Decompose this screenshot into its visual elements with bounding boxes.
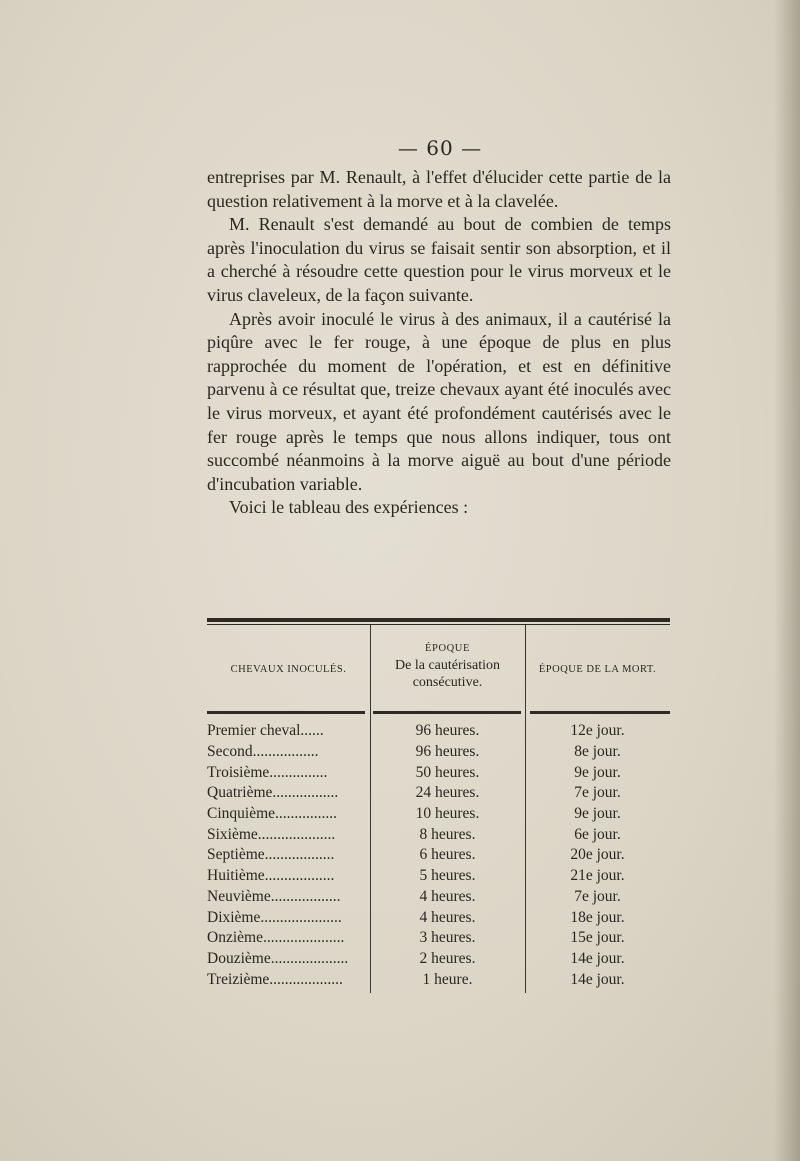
header-horses: CHEVAUX INOCULÉS. xyxy=(230,663,347,675)
cell-death: 20e jour. xyxy=(570,846,625,864)
cell-cauterization: 96 heures. xyxy=(415,743,480,761)
cell-cauterization: 1 heure. xyxy=(422,970,473,988)
cell-death: 7e jour. xyxy=(574,784,621,802)
table-top-rule-thick xyxy=(207,618,670,622)
table-row xyxy=(207,949,670,970)
header-rule-col2 xyxy=(373,711,521,714)
cell-horse: Onzième..................... xyxy=(207,929,345,947)
cell-horse: Troisième............... xyxy=(207,763,328,781)
table-row xyxy=(207,783,670,804)
cell-death: 12e jour. xyxy=(570,722,625,740)
header-death: ÉPOQUE DE LA MORT. xyxy=(538,663,657,675)
cell-death: 14e jour. xyxy=(570,949,625,967)
cell-cauterization: 2 heures. xyxy=(419,949,476,967)
cell-death: 18e jour. xyxy=(570,908,625,926)
header-underline xyxy=(207,705,670,719)
page-number: — 60 — xyxy=(397,136,483,160)
paragraph-1: entreprises par M. Renault, à l'effet d'élucider cette partie de la question relativement à la morve et à la clavelée. xyxy=(207,167,671,211)
header-cauterization-title: ÉPOQUE xyxy=(424,642,470,654)
cell-horse: Septième.................. xyxy=(207,846,335,864)
cell-horse: Neuvième.................. xyxy=(207,887,341,905)
cell-horse: Dixième..................... xyxy=(207,908,342,926)
cell-cauterization: 24 heures. xyxy=(415,784,480,802)
cell-cauterization: 8 heures. xyxy=(419,825,476,843)
table-row xyxy=(207,742,670,763)
header-cauterization-line1: De la cautérisation xyxy=(395,657,500,673)
cell-horse: Treizième................... xyxy=(207,970,343,988)
cell-cauterization: 10 heures. xyxy=(415,805,480,823)
page-edge-shadow xyxy=(774,0,800,1161)
cell-death: 7e jour. xyxy=(574,887,621,905)
cell-cauterization: 6 heures. xyxy=(419,846,476,864)
cell-death: 14e jour. xyxy=(570,970,625,988)
cell-death: 8e jour. xyxy=(574,743,621,761)
table-row xyxy=(207,887,670,908)
table-row xyxy=(207,824,670,845)
table-row xyxy=(207,804,670,825)
cell-cauterization: 3 heures. xyxy=(419,929,476,947)
cell-cauterization: 96 heures. xyxy=(415,722,480,740)
header-cauterization-line2: consécutive. xyxy=(412,674,483,690)
table-header xyxy=(207,625,670,705)
table-body xyxy=(207,625,670,990)
cell-horse: Sixième.................... xyxy=(207,825,336,843)
body-text xyxy=(207,166,671,520)
cell-horse: Second................. xyxy=(207,743,319,761)
cell-death: 9e jour. xyxy=(574,805,621,823)
cell-cauterization: 50 heures. xyxy=(415,763,480,781)
cell-death: 9e jour. xyxy=(574,763,621,781)
cell-horse: Quatrième................. xyxy=(207,784,339,802)
table-row xyxy=(207,721,670,742)
cell-cauterization: 4 heures. xyxy=(419,908,476,926)
paragraph-2: M. Renault s'est demandé au bout de combien de temps après l'inoculation du virus se faisait sentir son absorption, et il a cherché à résoudre cette question pour le virus morveux et le virus claveleux, de la façon suivante. xyxy=(207,214,671,305)
cell-death: 15e jour. xyxy=(570,929,625,947)
header-cauterization xyxy=(370,640,525,691)
cell-horse: Premier cheval...... xyxy=(207,722,324,740)
header-rule-col3 xyxy=(530,711,670,714)
paragraph-3: Après avoir inoculé le virus à des animaux, il a cautérisé la piqûre avec le fer rouge, à une époque de plus en plus rapprochée du moment de l'opération, et est en définitive parvenu à ce résultat que, treize chevaux ayant été inoculés avec le virus morveux, et ayant été profondément cautérisés avec le fer rouge après le temps que nous allons indiquer, tous ont succombé néanmoins à la morve aiguë au bout d'une période d'incubation variable. xyxy=(207,308,671,494)
experiments-table xyxy=(207,618,670,990)
table-row xyxy=(207,845,670,866)
table-row xyxy=(207,907,670,928)
header-rule-col1 xyxy=(207,711,365,714)
cell-horse: Douzième.................... xyxy=(207,949,349,967)
cell-horse: Huitième.................. xyxy=(207,867,335,885)
table-rows xyxy=(207,719,670,990)
cell-death: 21e jour. xyxy=(570,867,625,885)
cell-cauterization: 4 heures. xyxy=(419,887,476,905)
cell-death: 6e jour. xyxy=(574,825,621,843)
paragraph-4: Voici le tableau des expériences : xyxy=(229,497,469,518)
column-divider-2 xyxy=(525,625,526,993)
table-row xyxy=(207,866,670,887)
cell-cauterization: 5 heures. xyxy=(419,867,476,885)
table-row xyxy=(207,762,670,783)
column-divider-1 xyxy=(370,625,371,993)
table-row xyxy=(207,928,670,949)
table-row xyxy=(207,969,670,990)
cell-horse: Cinquième................ xyxy=(207,805,338,823)
